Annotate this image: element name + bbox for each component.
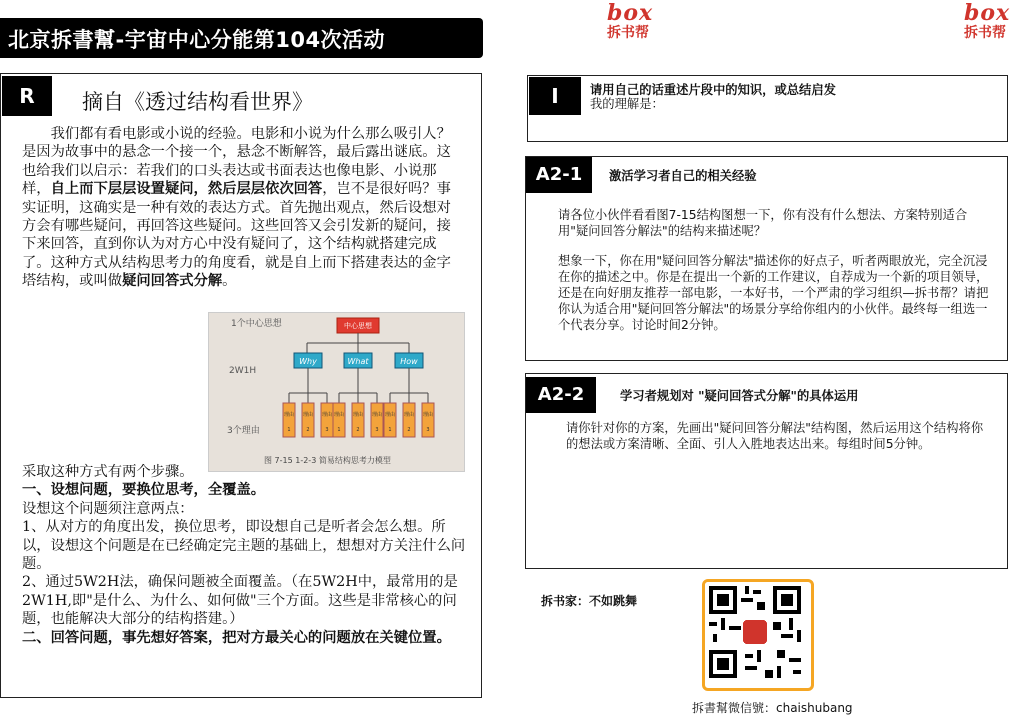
- wechat-id: 拆書幫微信號：chaishubang: [692, 701, 853, 715]
- why-label: Why: [299, 357, 317, 366]
- reason-num: 1: [388, 427, 392, 433]
- center-box-label: 中心思想: [344, 322, 372, 330]
- excerpt-emphasis: 自上而下层层设置疑问，然后层层依次回答: [50, 181, 323, 198]
- step1-point2: 2、通过5W2H法，确保问题被全面覆盖。（在5W2H中，最常用的是2W1H,即"是什么、为什么、如何做"三个方面。这些是非常核心的问题，也能解决大部分的结构搭建。）: [22, 574, 458, 628]
- card-i-title: 请用自己的话重述片段中的知识，或总结启发: [590, 83, 836, 97]
- card-a2-1-para1: 请各位小伙伴看看图7-15结构图想一下，你有没有什么想法、方案特别适合用"疑问回答分解法"的结构来描述呢？: [558, 208, 968, 238]
- excerpt-emphasis: 疑问回答式分解: [122, 273, 223, 290]
- structure-diagram: [208, 312, 465, 472]
- author-credit: 拆书家：不如跳舞: [541, 594, 638, 608]
- reason-word: 理由: [352, 412, 364, 418]
- section-tag-r: R: [2, 76, 52, 116]
- reason-num: 1: [287, 427, 291, 433]
- step2-title: 二、回答问题，事先想好答案，把对方最关心的问题放在关键位置。: [22, 629, 451, 646]
- card-a2-2-para1: 请你针对你的方案，先画出"疑问回答分解法"结构图，然后运用这个结构将你的想法或方案清晰、全面、引人入胜地表达出来。每组时间5分钟。: [566, 421, 984, 451]
- section-tag-a2-1: A2-1: [526, 157, 592, 193]
- page-title: 北京拆書幫-宇宙中心分能第104次活动: [8, 28, 386, 52]
- logo-text: 拆书帮: [607, 25, 649, 41]
- diagram-svg: [209, 313, 464, 471]
- logo-text: 拆书帮: [964, 25, 1006, 41]
- section-tag-a2-2: A2-2: [526, 377, 596, 413]
- diagram-label-top: 1个中心思想: [231, 319, 282, 329]
- reason-num: 2: [306, 427, 310, 433]
- steps-section: [22, 463, 467, 647]
- excerpt-paragraph: [22, 125, 462, 291]
- excerpt-text: 。: [222, 273, 237, 290]
- reason-num: 3: [426, 427, 430, 433]
- reason-num: 2: [356, 427, 360, 433]
- excerpt-text: ，岂不是很好吗？事实证明，这确实是一种有效的表达方式。首先抛出观点，然后设想对方会有哪些疑问，再回答这些疑问。这些回答又会引发新的疑问，接下来回答，直到你认为对方心中没有疑问了，这个结构就搭建完成了。这种方式从结构思考力的角度看，就是自上而下搭建表达的金字塔结构，或叫做: [22, 181, 451, 290]
- reason-num: 2: [407, 427, 411, 433]
- reason-word: 理由: [321, 412, 333, 418]
- what-label: What: [347, 357, 369, 366]
- section-tag-i: I: [529, 77, 581, 115]
- reason-num: 3: [325, 427, 329, 433]
- qr-code: [702, 579, 814, 691]
- steps-intro: 采取这种方式有两个步骤。: [22, 464, 194, 480]
- reason-word: 理由: [302, 412, 314, 418]
- diagram-label-mid: 2W1H: [229, 366, 257, 376]
- card-a2-1-para2: 想象一下，你在用"疑问回答分解法"描述你的好点子，听者两眼放光，完全沉浸在你的描述之中。你是在提出一个新的工作建议，自荐成为一个新的项目领导，还是在向好朋友推荐一部电影，一本好书，一个严肃的学习组织—拆书帮？请把你认为适合用"疑问回答分解法"的场景分享给你组内的小伙伴。最终每一组选一个代表分享。讨论时间2分钟。: [558, 254, 989, 332]
- how-label: How: [400, 357, 418, 366]
- diagram-caption: 图 7-15 1-2-3 简易结构思考力模型: [264, 456, 391, 465]
- reason-num: 1: [337, 427, 341, 433]
- brand-logo: [607, 0, 653, 42]
- logo-word: box: [607, 0, 654, 26]
- reason-word: 理由: [403, 412, 415, 418]
- step1-title: 一、设想问题，要换位思考，全覆盖。: [22, 482, 266, 499]
- diagram-label-bottom: 3个理由: [227, 426, 260, 436]
- reason-word: 理由: [384, 412, 396, 418]
- card-a2-2-title: 学习者规划对 "疑问回答式分解"的具体运用: [620, 389, 859, 403]
- excerpt-text: 我们都有看电影或小说的经验。电影和小说为什么那么吸引人？是因为故事中的悬念一个接一个，悬念不断解答，最后露出谜底。这也给我们以启示：若我们的口头表达或书面表达也像电影、小说那样，: [22, 126, 451, 198]
- header-title-bar: [0, 18, 483, 58]
- brand-logo-right: [964, 0, 1010, 42]
- step1-point1: 1、从对方的角度出发，换位思考，即设想自己是听者会怎么想。所以，设想这个问题是在已经确定完主题的基础上，想想对方关注什么问题。: [22, 519, 466, 573]
- source-title: 摘自《透过结构看世界》: [82, 90, 313, 114]
- qr-code-icon: [705, 582, 805, 682]
- logo-word: box: [964, 0, 1011, 26]
- step1-intro: 设想这个问题须注意两点：: [22, 500, 194, 517]
- reason-word: 理由: [422, 412, 434, 418]
- reason-word: 理由: [283, 412, 295, 418]
- reason-word: 理由: [333, 412, 345, 418]
- reason-num: 3: [375, 427, 379, 433]
- card-a2-1-title: 激活学习者自己的相关经验: [609, 169, 757, 183]
- card-i-prompt: 我的理解是：: [590, 97, 664, 111]
- reason-word: 理由: [371, 412, 383, 418]
